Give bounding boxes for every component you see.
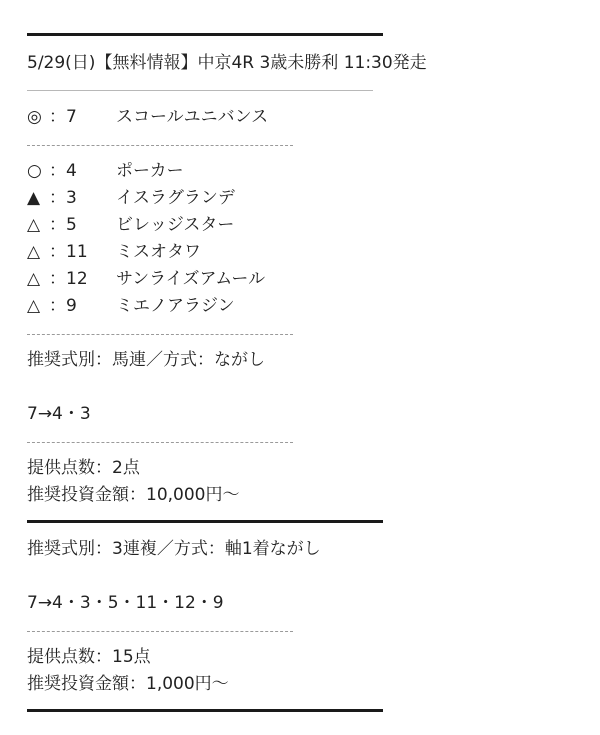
pick-separator: ： [49, 188, 66, 208]
dashed-divider [27, 631, 293, 632]
dashed-divider [27, 442, 293, 443]
horse-name: スコールユニバンス [116, 107, 269, 127]
horse-number: 11 [66, 242, 88, 262]
filled-triangle-mark: ▲ [27, 188, 41, 208]
pick-row [27, 241, 201, 263]
pick-separator: ： [49, 242, 66, 262]
pick-separator: ： [49, 296, 66, 316]
triangle-mark: △ [27, 242, 41, 262]
pick-separator: ： [49, 161, 66, 181]
pick-row [27, 268, 265, 290]
triangle-mark: △ [27, 296, 41, 316]
bet2-combination: 7→4・3・5・11・12・9 [27, 593, 224, 613]
title-divider [27, 90, 373, 91]
bet1-points: 提供点数：2点 [27, 458, 140, 478]
pick-row [27, 214, 234, 236]
pick-separator: ： [49, 107, 66, 127]
horse-name: ミスオタワ [116, 242, 201, 262]
bet1-combination: 7→4・3 [27, 404, 91, 424]
bet2-type: 推奨式別：3連複／方式：軸1着ながし [27, 539, 321, 559]
horse-number: 4 [66, 161, 77, 181]
pick-row [27, 295, 235, 317]
pick-separator: ： [49, 215, 66, 235]
horse-number: 9 [66, 296, 77, 316]
pick-row [27, 187, 235, 209]
horse-name: サンライズアムール [116, 269, 266, 289]
dashed-divider [27, 145, 293, 146]
bottom-thick-rule [27, 709, 383, 712]
horse-number: 5 [66, 215, 77, 235]
bet2-amount: 推奨投資金額：1,000円〜 [27, 674, 229, 694]
bet1-type: 推奨式別：馬連／方式：ながし [27, 350, 265, 370]
pick-row [27, 160, 184, 182]
pick-separator: ： [49, 269, 66, 289]
triangle-mark: △ [27, 215, 41, 235]
section-thick-rule [27, 520, 383, 523]
horse-name: イスラグランデ [116, 188, 235, 208]
horse-name: ポーカー [116, 161, 184, 181]
race-title: 5/29(日)【無料情報】中京4R 3歳未勝利 11:30発走 [27, 53, 427, 73]
horse-number: 3 [66, 188, 77, 208]
circle-mark: ○ [27, 161, 42, 181]
dashed-divider [27, 334, 293, 335]
bet1-amount: 推奨投資金額：10,000円〜 [27, 485, 240, 505]
horse-number: 7 [66, 107, 77, 127]
bet2-points: 提供点数：15点 [27, 647, 151, 667]
horse-number: 12 [66, 269, 88, 289]
honmei-pick-row [27, 106, 268, 128]
triangle-mark: △ [27, 269, 41, 289]
horse-name: ミエノアラジン [116, 296, 235, 316]
top-thick-rule [27, 33, 383, 36]
horse-name: ビレッジスター [116, 215, 235, 235]
double-circle-mark: ◎ [27, 107, 42, 127]
